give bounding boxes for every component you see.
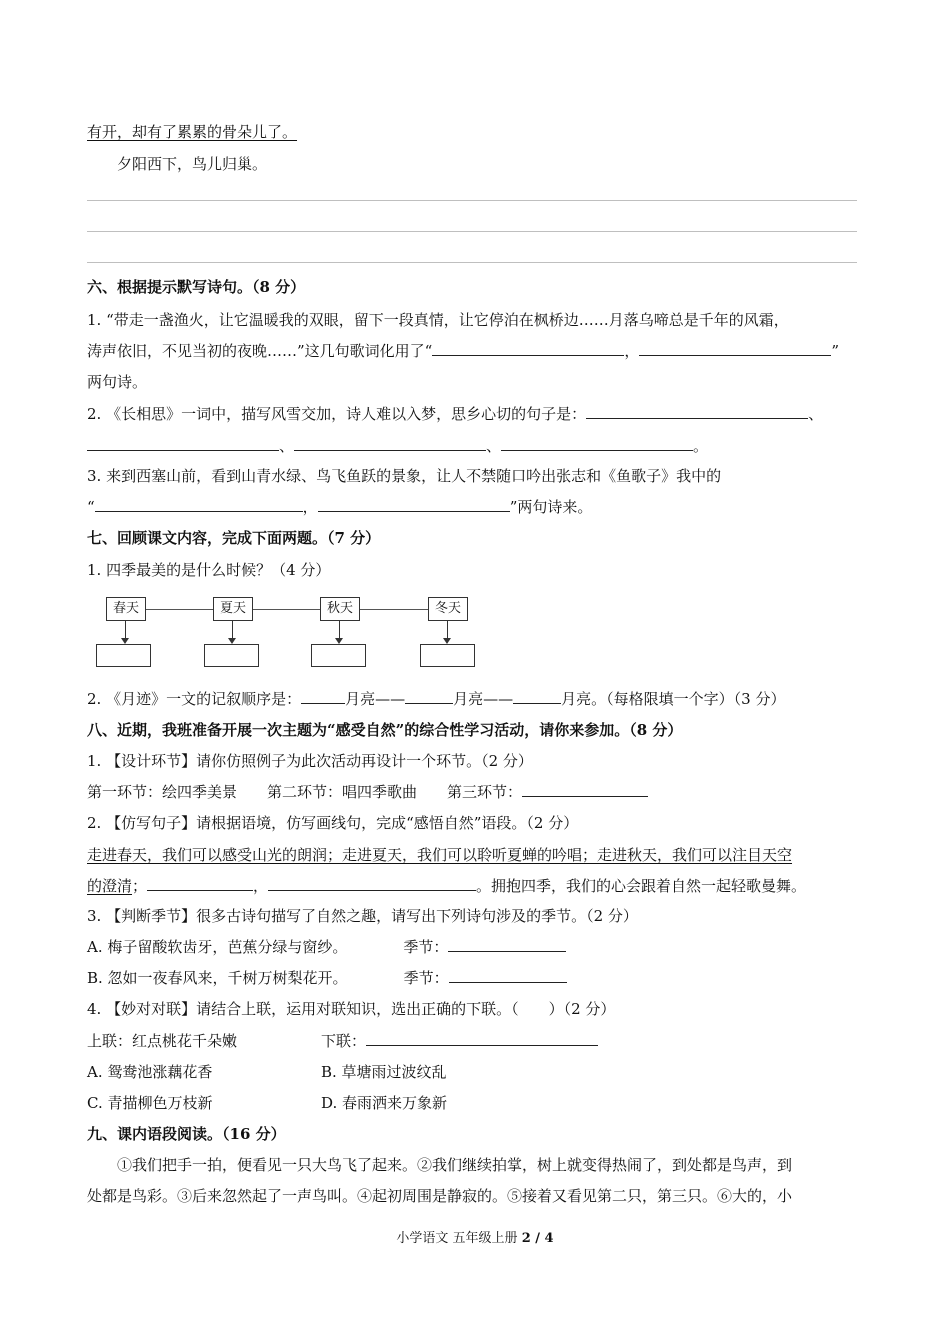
- s7-q2-word: 月亮——: [453, 690, 514, 708]
- s8-q4-upper: 上联：红点桃花千朵嫩: [87, 1032, 238, 1050]
- step-1: 第一环节：绘四季美景: [87, 783, 238, 801]
- s6-q1-line1: 1. “带走一盏渔火，让它温暖我的双眼，留下一段真情，让它停泊在枫桥边……月落乌啼总是千年的风霜，: [87, 311, 789, 329]
- fill-blank[interactable]: [318, 497, 510, 512]
- s8-q4-option-d: D. 春雨洒来万象新: [321, 1094, 448, 1112]
- s6-q1-comma: ，: [624, 342, 640, 360]
- fill-blank[interactable]: [95, 497, 303, 512]
- season-box-winter: 冬天: [428, 597, 468, 621]
- sep: ；: [132, 877, 148, 895]
- s6-q1-text: 涛声依旧，不见当初的夜晚……”这几句歌词化用了“: [87, 342, 433, 360]
- fill-blank[interactable]: [639, 341, 831, 356]
- fill-blank[interactable]: [522, 782, 648, 797]
- arrow-line: [232, 620, 233, 639]
- season-label: 季节：: [403, 969, 449, 987]
- s6-q2-sep: 、: [808, 405, 824, 423]
- arrow-line: [447, 620, 448, 639]
- connector-line: [146, 609, 428, 610]
- s7-q2-text: 2. 《月迹》一文的记叙顺序是：: [87, 690, 302, 708]
- fill-blank[interactable]: [432, 341, 624, 356]
- s8-q4-option-a: A. 鸳鸯池涨藕花香: [87, 1063, 213, 1081]
- s8-q2: 2. 【仿写句子】请根据语境，仿写画线句，完成“感悟自然”语段。（2 分）: [87, 814, 579, 832]
- s6-q3-line2: [87, 497, 592, 517]
- fill-blank[interactable]: [448, 937, 566, 952]
- s7-q2-end: 月亮。（每格限填一个字）（3 分）: [561, 690, 786, 708]
- section-7-heading: 七、回顾课文内容，完成下面两题。（7 分）: [87, 529, 381, 547]
- s7-q1: 1. 四季最美的是什么时候？（4 分）: [87, 561, 331, 579]
- underlined-phrase: 的澄清: [87, 877, 133, 895]
- s6-q2-sep: 、: [486, 437, 502, 455]
- answer-rule-1: [87, 200, 857, 201]
- answer-box-autumn[interactable]: [311, 644, 366, 667]
- s6-q1-quote: ”: [831, 342, 840, 360]
- s6-q3-text: ”两句诗来。: [509, 498, 593, 516]
- poem-b: B. 忽如一夜春风来，千树万树梨花开。: [87, 969, 348, 987]
- fill-blank[interactable]: [366, 1031, 598, 1046]
- s8-q2-passage-line1: 走进春天，我们可以感受山光的朗润；走进夏天，我们可以聆听夏蝉的吟唱；走进秋天，我们可以注目天空: [87, 846, 793, 864]
- s8-q3-b: [87, 968, 567, 988]
- s8-q4-lower: [321, 1031, 598, 1051]
- answer-box-winter[interactable]: [420, 644, 475, 667]
- answer-box-spring[interactable]: [96, 644, 151, 667]
- lower-label: 下联：: [321, 1032, 367, 1050]
- season-box-autumn: 秋天: [320, 597, 360, 621]
- s7-q2-word: 月亮——: [345, 690, 406, 708]
- fill-blank[interactable]: [449, 968, 567, 983]
- s6-q2-text: 2. 《长相思》一词中，描写风雪交加，诗人难以入梦，思乡心切的句子是：: [87, 405, 587, 423]
- s8-q4-option-c: C. 青描柳色万枝新: [87, 1094, 213, 1112]
- section-9-heading: 九、课内语段阅读。（16 分）: [87, 1125, 286, 1143]
- s6-q2-line2: [87, 436, 708, 456]
- s8-q3: 3. 【判断季节】很多古诗句描写了自然之趣，请写出下列诗句涉及的季节。（2 分）: [87, 907, 638, 925]
- step-2: 第二环节：唱四季歌曲: [267, 783, 418, 801]
- section-8-heading: 八、近期，我班准备开展一次主题为“感受自然”的综合性学习活动，请你来参加。（8 分）: [87, 721, 683, 739]
- fill-blank[interactable]: [268, 876, 476, 891]
- section-6-heading: 六、根据提示默写诗句。（8 分）: [87, 278, 306, 296]
- season-box-summer: 夏天: [213, 597, 253, 621]
- s6-q2-line1: [87, 404, 823, 424]
- season-label: 季节：: [403, 938, 449, 956]
- s6-q3-line1: 3. 来到西塞山前，看到山青水绿、鸟飞鱼跃的景象，让人不禁随口吟出张志和《鱼歌子》我中的: [87, 467, 722, 485]
- s6-q3-comma: ，: [302, 498, 318, 516]
- s6-q2-sep: 、: [279, 437, 295, 455]
- s8-q1: 1. 【设计环节】请你仿照例子为此次活动再设计一个环节。（2 分）: [87, 752, 533, 770]
- fill-blank[interactable]: [87, 436, 279, 451]
- s8-q2-end: 。拥抱四季，我们的心会跟着自然一起轻歌曼舞。: [476, 877, 807, 895]
- arrow-line: [125, 620, 126, 639]
- s6-q2-end: 。: [693, 437, 709, 455]
- footer-subject: 小学语文 五年级上册: [396, 1231, 522, 1246]
- poem-a: A. 梅子留酸软齿牙，芭蕉分绿与窗纱。: [87, 938, 348, 956]
- page-footer: [0, 1227, 950, 1246]
- fill-blank[interactable]: [405, 689, 453, 704]
- fill-blank[interactable]: [301, 689, 345, 704]
- arrow-line: [339, 620, 340, 639]
- season-box-spring: 春天: [106, 597, 146, 621]
- answer-rule-3: [87, 262, 857, 263]
- page-number: 2 / 4: [521, 1231, 554, 1246]
- fill-blank[interactable]: [501, 436, 693, 451]
- fill-blank[interactable]: [586, 404, 808, 419]
- s6-q1-line2: [87, 341, 839, 361]
- s9-passage-line1: ①我们把手一拍，便看见一只大鸟飞了起来。②我们继续拍掌，树上就变得热闹了，到处都是鸟声，到: [117, 1156, 793, 1174]
- s8-q4: 4. 【妙对对联】请结合上联，运用对联知识，选出正确的下联。（ ）（2 分）: [87, 1000, 616, 1018]
- s8-q1-steps: [87, 782, 648, 802]
- s7-q2: [87, 689, 785, 709]
- fill-blank[interactable]: [294, 436, 486, 451]
- s6-q1-line3: 两句诗。: [87, 373, 148, 391]
- s8-q3-a: [87, 937, 566, 957]
- s6-q3-quote: “: [87, 498, 95, 516]
- step-3: 第三环节：: [447, 783, 523, 801]
- answer-rule-2: [87, 231, 857, 232]
- fill-blank[interactable]: [147, 876, 253, 891]
- sep: ，: [253, 877, 269, 895]
- s9-passage-line2: 处都是鸟彩。③后来忽然起了一声鸟叫。④起初周围是静寂的。⑤接着又看见第二只，第三只。⑥大的，小: [87, 1187, 793, 1205]
- prev-underlined-sentence: 有开，却有了累累的骨朵儿了。: [87, 123, 298, 141]
- prev-sentence: 夕阳西下，鸟儿归巢。: [117, 155, 268, 173]
- answer-box-summer[interactable]: [204, 644, 259, 667]
- s8-q2-passage-line2: [87, 876, 806, 896]
- s8-q4-option-b: B. 草塘雨过波纹乱: [321, 1063, 447, 1081]
- fill-blank[interactable]: [513, 689, 561, 704]
